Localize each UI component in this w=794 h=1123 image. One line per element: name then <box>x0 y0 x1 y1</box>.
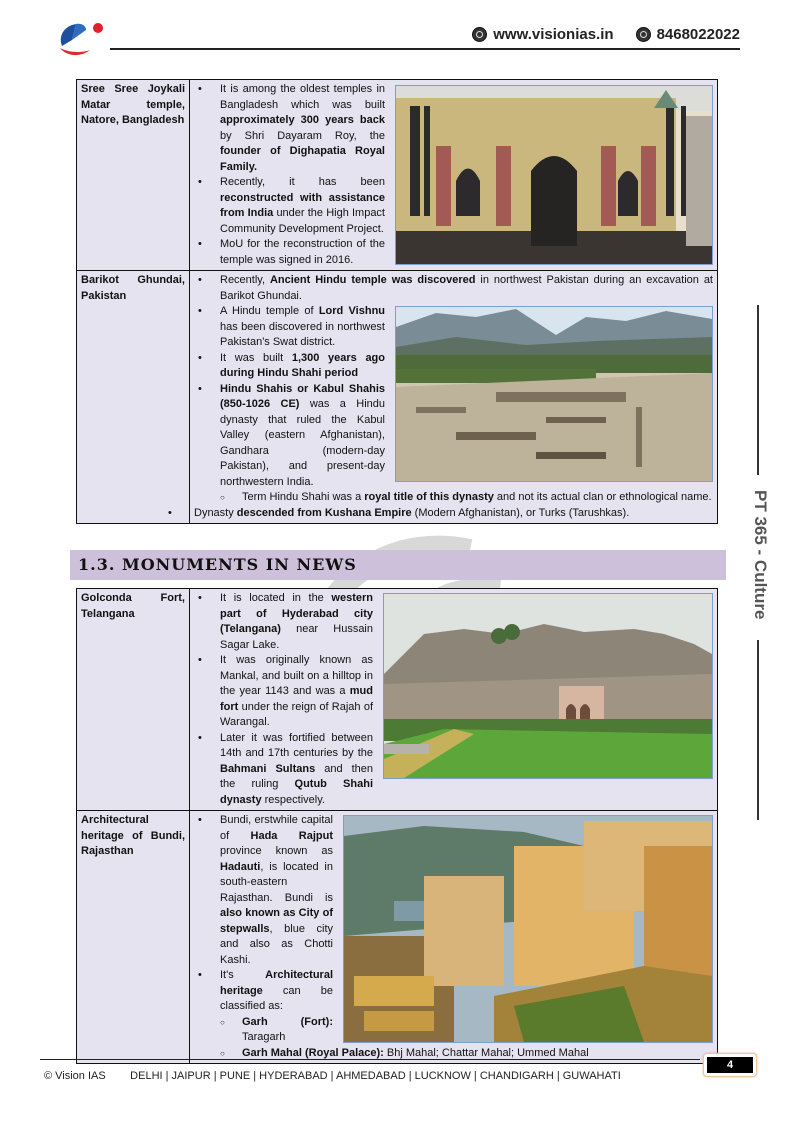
phone-icon <box>636 27 651 42</box>
place-cell <box>77 811 190 1064</box>
table-row <box>77 811 718 1064</box>
bullet-item: • It is among the oldest temples in Bangladesh which was built approximately 300 years back by Shri Dayaram Roy, the founder of Dighapatia Royal Family. <box>220 82 713 175</box>
phone-number: 8468022022 <box>656 26 740 43</box>
city-list: DELHI | JAIPUR | PUNE | HYDERABAD | AHMEDABAD | LUCKNOW | CHANDIGARH | GUWAHATI <box>130 1070 621 1082</box>
bullet-item: • It's Architectural heritage can be classified as: <box>220 968 713 1015</box>
bullet-item: • It was built 1,300 years ago during Hindu Shahi period <box>220 351 713 382</box>
bullet-item: • A Hindu temple of Lord Vishnu has been discovered in northwest Pakistan's Swat district. <box>220 304 713 351</box>
side-label: PT 365 - Culture <box>751 490 770 620</box>
description-cell <box>190 271 718 524</box>
sub-bullet-item: ○ Garh (Fort): Taragarh <box>220 1015 713 1046</box>
website-link[interactable]: www.visionias.in <box>493 26 614 43</box>
place-name: Golconda Fort, Telangana <box>81 592 185 620</box>
description-cell <box>190 811 718 1064</box>
sub-bullet-item: ○ Term Hindu Shahi was a royal title of this dynasty and not its actual clan or ethnological name. <box>220 490 713 506</box>
place-cell <box>77 589 190 811</box>
table-row <box>77 80 718 271</box>
bullet-list <box>194 591 713 808</box>
side-rule-bottom <box>757 640 759 820</box>
bullet-item: • MoU for the reconstruction of the temple was signed in 2016. <box>220 237 713 268</box>
bullet-item: • Recently, Ancient Hindu temple was discovered in northwest Pakistan during an excavation at Barikot Ghundai. <box>220 273 713 304</box>
bullet-list <box>194 304 713 506</box>
bullet-item: • Dynasty descended from Kushana Empire (Modern Afghanistan), or Turks (Tarushkas). <box>190 506 713 522</box>
bullet-list <box>194 82 713 268</box>
sub-bullet-item: ○ Garh Mahal (Royal Palace): Bhj Mahal; Chattar Mahal; Ummed Mahal <box>220 1046 713 1062</box>
monuments-table <box>76 588 718 1064</box>
bullet-item: • It was originally known as Mankal, and built on a hilltop in the year 1143 and was a mud fort under the reign of Rajah of Warangal. <box>220 653 713 731</box>
table-row <box>77 271 718 524</box>
place-cell <box>77 80 190 271</box>
place-name: Sree Sree Joykali Matar temple, Natore, Bangladesh <box>81 83 185 126</box>
footer-text <box>44 1070 621 1082</box>
globe-icon <box>472 27 487 42</box>
bullet-item: • Hindu Shahis or Kabul Shahis (850-1026 CE) was a Hindu dynasty that ruled the Kabul Valley (eastern Afghanistan), Gandhara (modern-day Pakistan), and present-day northwestern India. <box>220 382 713 491</box>
description-cell <box>190 589 718 811</box>
header-rule <box>110 48 740 50</box>
temples-table <box>76 79 718 524</box>
section-heading <box>70 550 726 580</box>
header-contact <box>472 26 740 43</box>
copyright: © Vision IAS <box>44 1070 106 1082</box>
bullet-item: • It is located in the western part of Hyderabad city (Telangana) near Hussain Sagar Lake. <box>220 591 713 653</box>
place-name: Barikot Ghundai, Pakistan <box>81 274 185 302</box>
bullet-item: • Bundi, erstwhile capital of Hada Rajput province known as Hadauti, is located in south-eastern Rajasthan. Bundi is also known as City of stepwalls, blue city and also as Chotti Kashi. <box>220 813 713 968</box>
bullet-list <box>194 273 713 304</box>
place-cell <box>77 271 190 524</box>
side-rule-top <box>757 305 759 475</box>
section-title: 1.3. MONUMENTS IN NEWS <box>78 555 357 574</box>
page-number: 4 <box>707 1057 753 1073</box>
page-number-badge <box>703 1053 757 1077</box>
vision-ias-logo <box>56 20 110 60</box>
bullet-list <box>194 813 713 1061</box>
bullet-item: • Later it was fortified between 14th and 17th centuries by the Bahmani Sultans and then the ruling Qutub Shahi dynasty respectively. <box>220 731 713 809</box>
table-row <box>77 589 718 811</box>
footer-rule <box>40 1059 700 1060</box>
description-cell <box>190 80 718 271</box>
place-name: Architectural heritage of Bundi, Rajasthan <box>81 814 185 857</box>
bullet-list <box>168 506 713 522</box>
bullet-item: • Recently, it has been reconstructed with assistance from India under the High Impact Community Development Project. <box>220 175 713 237</box>
